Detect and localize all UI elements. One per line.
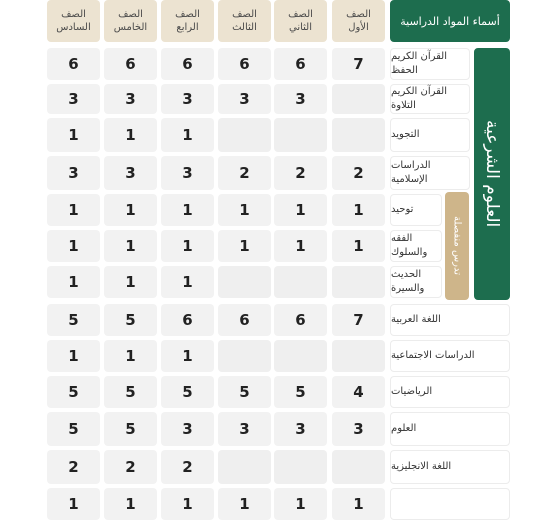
subjects-header: أسماء المواد الدراسية xyxy=(390,0,510,42)
grade-header-2 xyxy=(274,0,327,42)
table-cell xyxy=(274,266,327,298)
table-cell: 5 xyxy=(104,376,157,408)
table-cell: 1 xyxy=(47,266,100,298)
subject-name xyxy=(390,48,470,80)
table-cell: 1 xyxy=(47,230,100,262)
table-cell: 1 xyxy=(104,230,157,262)
table-cell: 7 xyxy=(332,48,385,80)
table-cell: 3 xyxy=(47,156,100,190)
table-cell: 1 xyxy=(104,118,157,152)
table-cell: 3 xyxy=(161,84,214,114)
grade-header-5 xyxy=(104,0,157,42)
table-cell: 6 xyxy=(104,48,157,80)
subject-name-line: الدراسات xyxy=(391,160,431,171)
table-cell: 1 xyxy=(218,230,271,262)
table-cell: 3 xyxy=(47,84,100,114)
table-cell: 3 xyxy=(218,412,271,446)
grade-header-3 xyxy=(218,0,271,42)
table-cell: 5 xyxy=(161,376,214,408)
subject-name xyxy=(390,412,510,446)
table-cell xyxy=(218,118,271,152)
subject-name-line: الرياضيات xyxy=(391,386,433,397)
grade-header-1 xyxy=(332,0,385,42)
subject-name-line: الحديث xyxy=(391,269,422,280)
subject-name-line: القرآن الكريم xyxy=(391,86,448,97)
table-cell: 1 xyxy=(47,488,100,520)
table-cell: 1 xyxy=(332,488,385,520)
table-cell: 6 xyxy=(274,48,327,80)
table-cell: 1 xyxy=(274,488,327,520)
table-cell: 5 xyxy=(274,376,327,408)
subject-name-line: التجويد xyxy=(391,129,420,140)
table-cell: 1 xyxy=(161,230,214,262)
table-cell xyxy=(332,450,385,484)
subject-name xyxy=(390,340,510,372)
table-cell: 1 xyxy=(104,266,157,298)
table-cell: 1 xyxy=(104,488,157,520)
table-cell: 6 xyxy=(274,304,327,336)
table-cell: 2 xyxy=(332,156,385,190)
subject-name-line: اللغة الانجليزية xyxy=(391,461,452,472)
grade-header-line1: الصف xyxy=(118,9,143,20)
table-cell: 1 xyxy=(161,340,214,372)
table-cell xyxy=(332,340,385,372)
table-cell: 3 xyxy=(161,156,214,190)
subject-name-line: الدراسات الاجتماعية xyxy=(391,350,475,361)
table-cell: 7 xyxy=(332,304,385,336)
sharia-sciences-label xyxy=(474,48,510,300)
subject-name xyxy=(390,230,442,262)
grade-header-line2: السادس xyxy=(56,22,91,33)
table-cell: 6 xyxy=(47,48,100,80)
table-cell: 3 xyxy=(274,84,327,114)
subject-name-line: التلاوة xyxy=(391,100,416,111)
table-cell xyxy=(274,118,327,152)
table-cell: 3 xyxy=(104,84,157,114)
subject-name-line: الفقه xyxy=(391,233,413,244)
table-cell: 5 xyxy=(104,304,157,336)
table-cell: 1 xyxy=(161,266,214,298)
subject-name xyxy=(390,376,510,408)
subject-name-line: الحفظ xyxy=(391,65,418,76)
table-cell: 6 xyxy=(218,48,271,80)
table-cell: 3 xyxy=(161,412,214,446)
table-cell: 6 xyxy=(161,48,214,80)
table-cell: 3 xyxy=(218,84,271,114)
subject-name xyxy=(390,156,470,190)
table-cell xyxy=(218,266,271,298)
grade-header-line1: الصف xyxy=(288,9,313,20)
grade-header-line2: الثاني xyxy=(288,22,312,33)
subject-name-line: والسيرة xyxy=(391,283,425,294)
grade-header-6 xyxy=(47,0,100,42)
table-cell: 5 xyxy=(47,376,100,408)
table-cell: 1 xyxy=(47,340,100,372)
table-cell: 5 xyxy=(218,376,271,408)
table-cell xyxy=(218,450,271,484)
table-cell: 1 xyxy=(104,340,157,372)
subject-name-line: الإسلامية xyxy=(391,174,428,185)
table-cell: 3 xyxy=(274,412,327,446)
table-cell: 1 xyxy=(104,194,157,226)
subject-name-line: العلوم xyxy=(391,423,417,434)
table-cell: 3 xyxy=(332,412,385,446)
table-cell: 1 xyxy=(332,194,385,226)
table-cell: 5 xyxy=(47,304,100,336)
table-cell xyxy=(274,340,327,372)
grade-header-line2: الثالث xyxy=(232,22,257,33)
table-cell xyxy=(218,340,271,372)
table-cell: 1 xyxy=(161,488,214,520)
table-cell: 1 xyxy=(274,230,327,262)
table-cell: 2 xyxy=(218,156,271,190)
table-cell: 1 xyxy=(161,118,214,152)
subject-name xyxy=(390,450,510,484)
table-cell: 1 xyxy=(47,194,100,226)
subject-name-line: والسلوك xyxy=(391,247,428,258)
table-cell: 3 xyxy=(104,156,157,190)
subject-name xyxy=(390,118,470,152)
subject-name xyxy=(390,266,442,298)
subject-name xyxy=(390,488,510,520)
grade-header-line2: الخامس xyxy=(113,22,148,33)
table-cell: 2 xyxy=(274,156,327,190)
table-cell: 5 xyxy=(47,412,100,446)
table-cell: 1 xyxy=(161,194,214,226)
subject-name xyxy=(390,84,470,114)
grade-header-line2: الرابع xyxy=(176,22,199,33)
grade-header-line1: الصف xyxy=(346,9,371,20)
table-cell xyxy=(332,266,385,298)
table-cell xyxy=(332,84,385,114)
grade-header-line1: الصف xyxy=(61,9,86,20)
subject-name-line: توحيد xyxy=(391,204,414,215)
taught-separately-label xyxy=(445,192,469,300)
grade-header-line1: الصف xyxy=(232,9,257,20)
table-cell xyxy=(274,450,327,484)
table-cell: 1 xyxy=(274,194,327,226)
taught-separately-text: تدرس منفصلة xyxy=(451,216,463,276)
table-cell: 1 xyxy=(332,230,385,262)
table-cell: 1 xyxy=(47,118,100,152)
table-cell: 2 xyxy=(47,450,100,484)
subject-name-line: القرآن الكريم xyxy=(391,51,448,62)
grade-header-line1: الصف xyxy=(175,9,200,20)
table-cell: 1 xyxy=(218,194,271,226)
grade-header-line2: الأول xyxy=(348,22,369,33)
table-cell: 5 xyxy=(104,412,157,446)
table-cell: 6 xyxy=(218,304,271,336)
table-cell xyxy=(332,118,385,152)
table-cell: 1 xyxy=(218,488,271,520)
sharia-sciences-text: العلوم الشرعية xyxy=(482,120,502,228)
table-cell: 2 xyxy=(104,450,157,484)
subject-name-line: اللغة العربية xyxy=(391,314,441,325)
table-cell: 2 xyxy=(161,450,214,484)
table-cell: 4 xyxy=(332,376,385,408)
table-cell: 6 xyxy=(161,304,214,336)
subject-name xyxy=(390,194,442,226)
subject-name xyxy=(390,304,510,336)
grade-header-4 xyxy=(161,0,214,42)
